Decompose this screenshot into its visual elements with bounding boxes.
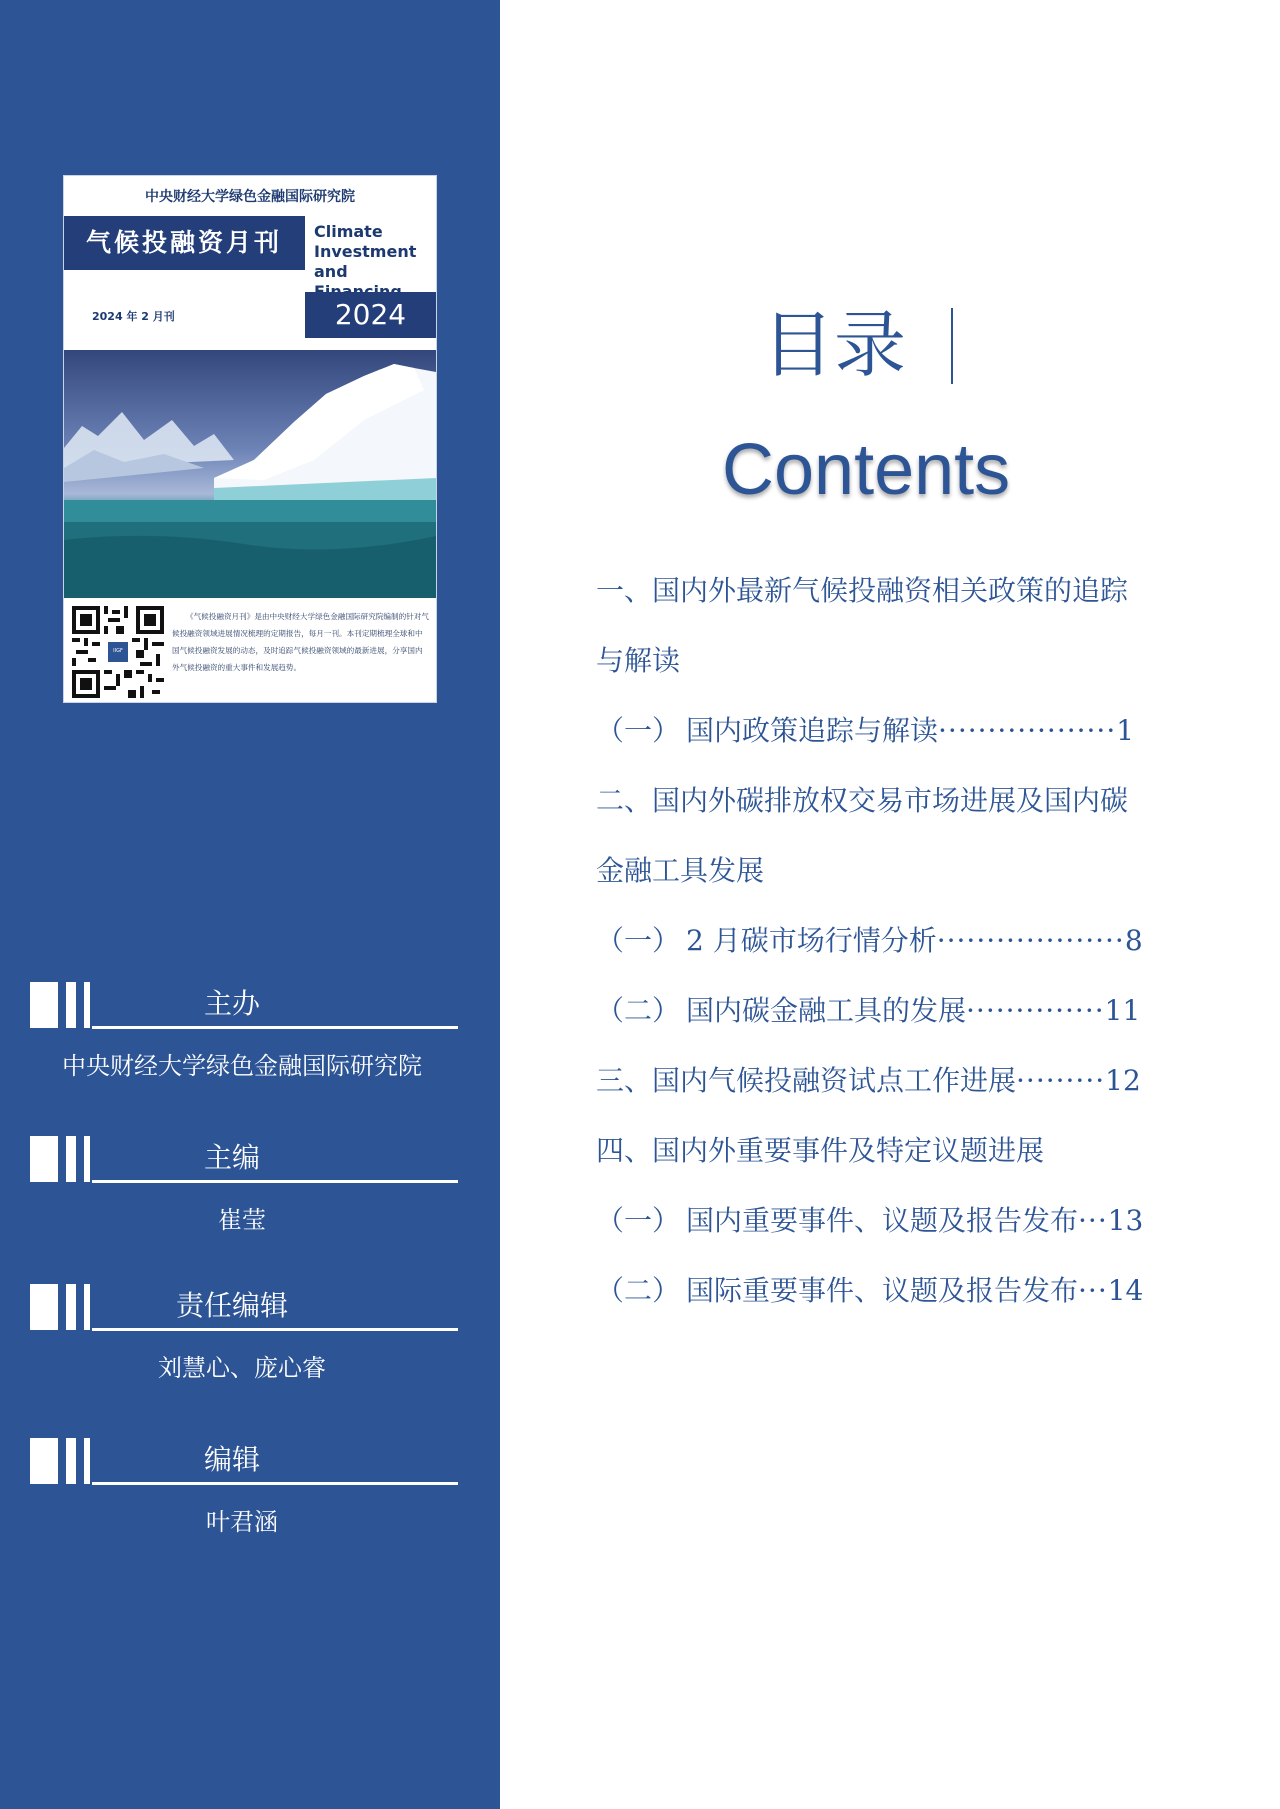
toc-page: 12 [1105,1064,1141,1097]
credit-name: 刘慧心、庞心睿 [158,1354,326,1382]
cover-org: 中央财经大学绿色金融国际研究院 [145,189,355,205]
toc-page: 13 [1107,1204,1144,1237]
cover-blurb: 《气候投融资月刊》是由中央财经大学绿色金融国际研究院编制的针对气候投融资领域进展情况梳理的定期报告，每月一刊。本刊定期梳理全球和中国气候投融资发展的动态，及时追踪气候投融资领域的最新进展，分享国内外气候投融资的重大事件和发展趋势。 [172,612,429,672]
toc-entry[interactable]: 与解读 [596,644,681,677]
toc-page: 14 [1107,1274,1144,1307]
cover-thumbnail [64,176,436,702]
toc-entry[interactable]: （一） 国内政策追踪与解读··················1 [596,714,1135,747]
credit-name: 中央财经大学绿色金融国际研究院 [62,1052,422,1080]
credit-rule [92,1482,458,1485]
credit-role: 责任编辑 [175,1289,288,1322]
credit-rule [92,1328,458,1331]
heading-separator [951,308,953,384]
cover-en-line-3: and [314,262,348,281]
cover-year: 2024 [305,292,436,338]
credit-role: 主编 [203,1141,260,1174]
credit-role: 编辑 [203,1443,260,1476]
toc-entry[interactable]: 三、国内气候投融资试点工作进展·········12 [596,1064,1141,1097]
toc-entry[interactable]: 四、国内外重要事件及特定议题进展 [596,1134,1045,1167]
heading-chinese: 目录 [762,303,907,387]
cover-title: 气候投融资月刊 [64,216,305,270]
credit-name: 叶君涵 [206,1508,278,1536]
toc-entry[interactable]: 一、国内外最新气候投融资相关政策的追踪 [596,574,1129,607]
cover-glacier-image [64,350,436,598]
cover-issue: 2024 年 2 月刊 [92,310,175,323]
credit-role: 主办 [203,987,260,1020]
toc-entry[interactable]: （二） 国际重要事件、议题及报告发布···14 [596,1274,1144,1307]
credit-name: 崔莹 [218,1206,266,1234]
cover-english-title [314,222,436,302]
sidebar-panel [0,0,500,1809]
table-of-contents [596,556,1236,1326]
toc-entry[interactable]: 金融工具发展 [596,854,765,887]
credit-rule [92,1180,458,1183]
toc-entry[interactable]: 二、国内外碳排放权交易市场进展及国内碳 [596,784,1129,817]
toc-entry[interactable]: （一） 2 月碳市场行情分析···················8 [596,924,1143,957]
cover-en-line-2: Investment [314,242,417,261]
credit-rule [92,1026,458,1029]
toc-page: 8 [1124,924,1143,957]
toc-page: 1 [1116,714,1135,747]
heading-english: Contents [722,430,1011,510]
toc-entry[interactable]: （一） 国内重要事件、议题及报告发布···13 [596,1204,1144,1237]
qr-center-logo: IIGF [113,648,123,654]
toc-entry[interactable]: （二） 国内碳金融工具的发展··············11 [596,994,1141,1027]
cover-en-line-1: Climate [314,222,383,241]
qr-code [72,606,164,698]
toc-page: 11 [1104,994,1141,1027]
